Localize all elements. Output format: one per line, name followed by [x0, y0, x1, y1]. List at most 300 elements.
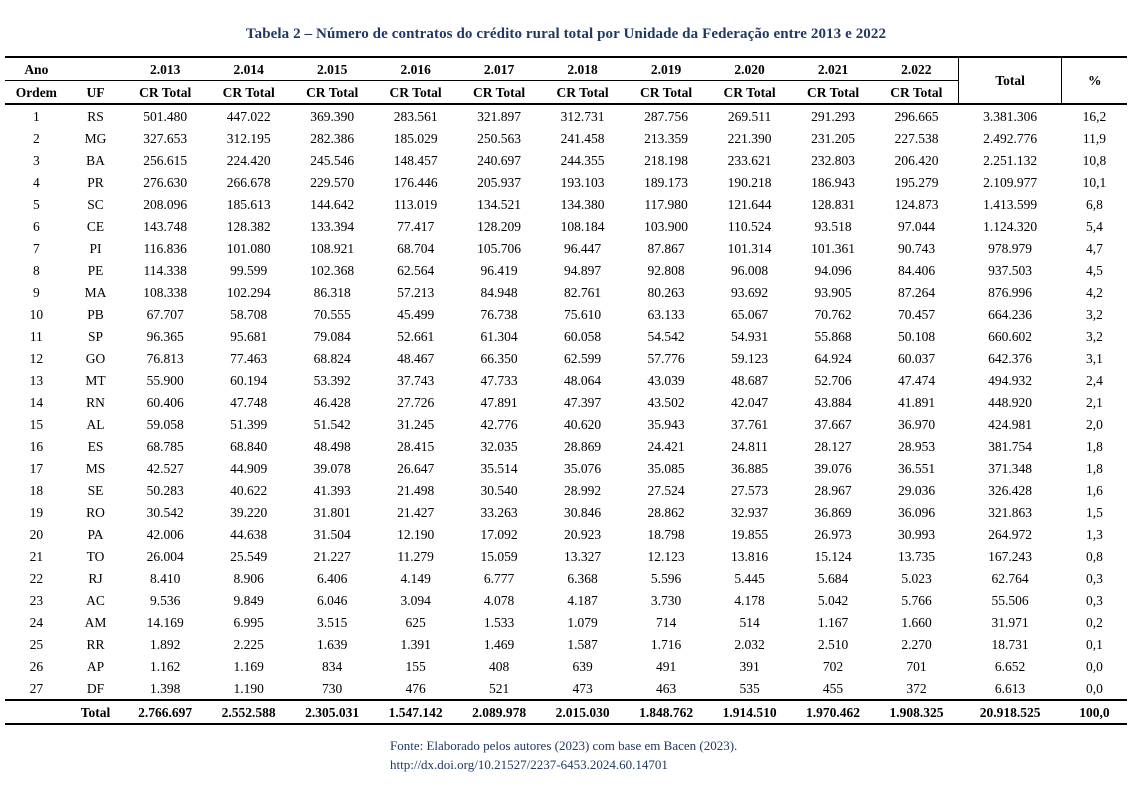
year-value-cell: 33.263 [480, 504, 518, 520]
row-pct-cell: 3,1 [1086, 350, 1103, 366]
year-value-cell: 24.811 [731, 438, 768, 454]
year-value-cell: 102.368 [310, 262, 355, 278]
year-value-cell: 19.855 [731, 526, 769, 542]
uf-cell: RJ [88, 570, 103, 586]
year-value-cell: 27.726 [397, 394, 435, 410]
table-row [5, 347, 1127, 369]
row-pct-cell: 0,0 [1086, 658, 1103, 674]
year-value-cell: 5.023 [901, 570, 932, 586]
year-value-cell: 52.706 [814, 372, 852, 388]
year-value-cell: 124.873 [894, 196, 939, 212]
header-cr-total: CR Total [875, 81, 958, 105]
uf-cell: MG [84, 130, 107, 146]
table-row [5, 237, 1127, 259]
year-value-cell: 229.570 [310, 174, 355, 190]
year-value-cell: 47.733 [480, 372, 518, 388]
ordem-cell: 2 [32, 130, 40, 146]
row-pct-cell: 0,0 [1086, 680, 1103, 696]
header-year-2019: 2.019 [624, 57, 707, 81]
year-value-cell: 58.708 [230, 306, 268, 322]
year-value-cell: 28.862 [647, 504, 685, 520]
table-row [5, 589, 1127, 611]
source-line: Fonte: Elaborado pelos autores (2023) com base em Bacen (2023). [390, 738, 738, 753]
year-value-cell: 44.909 [230, 460, 268, 476]
year-value-cell: 29.036 [897, 482, 936, 498]
year-value-cell: 84.948 [480, 284, 518, 300]
year-value-cell: 62.564 [397, 262, 435, 278]
year-value-cell: 48.467 [397, 350, 435, 366]
year-value-cell: 75.610 [564, 306, 602, 322]
year-value-cell: 121.644 [727, 196, 772, 212]
header-cr-total: CR Total [207, 81, 290, 105]
year-value-cell: 28.953 [897, 438, 936, 454]
grand-total-cell: 20.918.525 [958, 700, 1062, 724]
ordem-cell: 3 [32, 152, 40, 168]
ordem-cell: 8 [32, 262, 40, 278]
uf-cell: CE [86, 218, 105, 234]
year-value-cell: 28.967 [814, 482, 852, 498]
source-notes [390, 736, 1132, 774]
total-year-cell: 1.908.325 [875, 700, 958, 724]
year-value-cell: 4.187 [567, 592, 598, 608]
year-value-cell: 116.836 [143, 240, 187, 256]
year-value-cell: 47.748 [230, 394, 268, 410]
year-value-cell: 155 [405, 658, 426, 674]
year-value-cell: 701 [906, 658, 927, 674]
total-row-spacer [5, 700, 68, 724]
uf-cell: RN [86, 394, 105, 410]
year-value-cell: 77.417 [397, 218, 435, 234]
row-total-cell: 371.348 [988, 460, 1033, 476]
header-year-2015: 2.015 [290, 57, 373, 81]
year-value-cell: 639 [572, 658, 593, 674]
year-value-cell: 4.149 [400, 570, 431, 586]
year-value-cell: 20.923 [564, 526, 602, 542]
year-value-cell: 42.047 [731, 394, 769, 410]
year-value-cell: 224.420 [226, 152, 271, 168]
header-cr-total: CR Total [541, 81, 624, 105]
year-value-cell: 97.044 [897, 218, 936, 234]
year-value-cell: 447.022 [226, 108, 271, 124]
year-value-cell: 1.892 [149, 636, 181, 652]
year-value-cell: 134.380 [560, 196, 605, 212]
ordem-cell: 5 [32, 196, 40, 212]
header-total: Total [958, 57, 1062, 104]
table-row [5, 259, 1127, 281]
row-pct-cell: 3,2 [1086, 328, 1103, 344]
year-value-cell: 13.816 [731, 548, 769, 564]
year-value-cell: 291.293 [811, 108, 855, 124]
contracts-table [5, 56, 1127, 725]
row-total-cell: 3.381.306 [983, 108, 1038, 124]
total-year-cell: 2.015.030 [541, 700, 624, 724]
year-value-cell: 51.542 [313, 416, 351, 432]
year-value-cell: 1.533 [483, 614, 515, 630]
table-row [5, 655, 1127, 677]
year-value-cell: 68.824 [313, 350, 351, 366]
year-value-cell: 42.527 [146, 460, 184, 476]
uf-cell: RO [86, 504, 105, 520]
year-value-cell: 233.621 [727, 152, 772, 168]
table-row [5, 391, 1127, 413]
year-value-cell: 3.515 [316, 614, 348, 630]
year-value-cell: 205.937 [477, 174, 522, 190]
table-footer [5, 700, 1127, 724]
year-value-cell: 94.096 [814, 262, 852, 278]
year-value-cell: 42.006 [146, 526, 184, 542]
year-value-cell: 256.615 [143, 152, 188, 168]
year-value-cell: 70.762 [814, 306, 852, 322]
uf-cell: SC [87, 196, 104, 212]
uf-cell: AC [86, 592, 105, 608]
year-value-cell: 1.660 [901, 614, 932, 630]
table-row [5, 171, 1127, 193]
year-value-cell: 93.692 [731, 284, 769, 300]
header-cr-total: CR Total [457, 81, 540, 105]
header-uf: UF [68, 81, 124, 105]
year-value-cell: 108.184 [560, 218, 605, 234]
table-row [5, 369, 1127, 391]
year-value-cell: 5.445 [734, 570, 765, 586]
row-pct-cell: 1,8 [1086, 438, 1103, 454]
year-value-cell: 408 [488, 658, 510, 674]
year-value-cell: 535 [739, 680, 760, 696]
year-value-cell: 625 [405, 614, 426, 630]
uf-cell: PE [87, 262, 104, 278]
year-value-cell: 48.498 [313, 438, 351, 454]
uf-cell: AP [86, 658, 105, 674]
row-pct-cell: 2,1 [1086, 394, 1103, 410]
year-value-cell: 321.897 [477, 108, 522, 124]
uf-cell: MT [85, 372, 106, 388]
total-year-cell: 1.970.462 [791, 700, 874, 724]
uf-cell: DF [86, 680, 105, 696]
year-value-cell: 463 [655, 680, 677, 696]
year-value-cell: 27.524 [647, 482, 685, 498]
ordem-cell: 19 [29, 504, 44, 520]
year-value-cell: 32.937 [731, 504, 769, 520]
table-body [5, 104, 1127, 700]
year-value-cell: 63.133 [647, 306, 685, 322]
year-value-cell: 491 [655, 658, 677, 674]
year-value-cell: 41.393 [313, 482, 351, 498]
row-pct-cell: 11,9 [1082, 130, 1107, 146]
row-pct-cell: 16,2 [1082, 108, 1107, 124]
year-value-cell: 101.361 [811, 240, 855, 256]
row-total-cell: 2.109.977 [983, 174, 1038, 190]
year-value-cell: 2.225 [233, 636, 264, 652]
table-row [5, 523, 1127, 545]
year-value-cell: 128.382 [226, 218, 271, 234]
year-value-cell: 1.079 [567, 614, 598, 630]
total-year-cell: 2.089.978 [457, 700, 540, 724]
year-value-cell: 64.924 [814, 350, 852, 366]
year-value-cell: 195.279 [894, 174, 939, 190]
year-value-cell: 514 [739, 614, 760, 630]
year-value-cell: 189.173 [644, 174, 689, 190]
year-value-cell: 108.338 [143, 284, 188, 300]
year-value-cell: 84.406 [897, 262, 936, 278]
header-year-2021: 2.021 [791, 57, 874, 81]
year-value-cell: 37.667 [814, 416, 852, 432]
header-cr-total: CR Total [374, 81, 457, 105]
table-row [5, 281, 1127, 303]
uf-cell: SP [88, 328, 104, 344]
year-value-cell: 312.195 [226, 130, 271, 146]
year-value-cell: 52.661 [397, 328, 435, 344]
year-value-cell: 59.058 [146, 416, 184, 432]
year-value-cell: 50.283 [146, 482, 184, 498]
header-cr-total: CR Total [290, 81, 373, 105]
year-value-cell: 70.555 [313, 306, 351, 322]
year-value-cell: 13.327 [564, 548, 602, 564]
year-value-cell: 13.735 [897, 548, 936, 564]
row-total-cell: 1.124.320 [983, 218, 1038, 234]
year-value-cell: 476 [405, 680, 426, 696]
year-value-cell: 269.511 [727, 108, 772, 124]
table-row [5, 677, 1127, 700]
year-value-cell: 54.542 [647, 328, 685, 344]
row-total-cell: 31.971 [991, 614, 1029, 630]
ordem-cell: 24 [29, 614, 44, 630]
row-total-cell: 62.764 [991, 570, 1029, 586]
year-value-cell: 208.096 [143, 196, 188, 212]
year-value-cell: 41.891 [897, 394, 936, 410]
year-value-cell: 369.390 [310, 108, 355, 124]
year-value-cell: 36.885 [731, 460, 769, 476]
row-pct-cell: 1,5 [1086, 504, 1103, 520]
year-value-cell: 6.406 [316, 570, 348, 586]
year-value-cell: 1.169 [233, 658, 264, 674]
year-value-cell: 148.457 [393, 152, 438, 168]
row-total-cell: 381.754 [988, 438, 1033, 454]
year-value-cell: 1.162 [149, 658, 181, 674]
ordem-cell: 20 [29, 526, 44, 542]
year-value-cell: 59.123 [731, 350, 769, 366]
year-value-cell: 3.730 [650, 592, 682, 608]
year-value-cell: 114.338 [143, 262, 187, 278]
year-value-cell: 6.368 [567, 570, 598, 586]
year-value-cell: 8.906 [233, 570, 264, 586]
year-value-cell: 26.973 [814, 526, 852, 542]
table-row [5, 149, 1127, 171]
year-value-cell: 96.008 [731, 262, 769, 278]
uf-cell: GO [85, 350, 106, 366]
year-value-cell: 391 [739, 658, 760, 674]
row-total-cell: 660.602 [988, 328, 1033, 344]
year-value-cell: 99.599 [230, 262, 268, 278]
year-value-cell: 70.457 [897, 306, 936, 322]
year-value-cell: 21.227 [313, 548, 351, 564]
row-total-cell: 2.251.132 [983, 152, 1038, 168]
year-value-cell: 176.446 [393, 174, 438, 190]
row-pct-cell: 0,8 [1086, 548, 1103, 564]
year-value-cell: 51.399 [230, 416, 268, 432]
year-value-cell: 287.756 [644, 108, 689, 124]
year-value-cell: 213.359 [644, 130, 689, 146]
year-value-cell: 40.622 [230, 482, 268, 498]
header-cr-total: CR Total [624, 81, 707, 105]
year-value-cell: 39.076 [814, 460, 852, 476]
total-year-cell: 2.766.697 [123, 700, 206, 724]
year-value-cell: 30.542 [146, 504, 184, 520]
row-total-cell: 664.236 [988, 306, 1033, 322]
uf-cell: PR [87, 174, 104, 190]
year-value-cell: 1.391 [400, 636, 431, 652]
year-value-cell: 26.647 [397, 460, 435, 476]
row-pct-cell: 6,8 [1086, 196, 1103, 212]
year-value-cell: 240.697 [477, 152, 522, 168]
row-pct-cell: 0,2 [1086, 614, 1103, 630]
total-year-cell: 2.305.031 [290, 700, 373, 724]
year-value-cell: 714 [655, 614, 677, 630]
year-value-cell: 1.190 [233, 680, 264, 696]
uf-cell: AM [84, 614, 107, 630]
year-value-cell: 9.849 [233, 592, 264, 608]
year-value-cell: 186.943 [811, 174, 855, 190]
header-year-2018: 2.018 [541, 57, 624, 81]
year-value-cell: 227.538 [894, 130, 939, 146]
year-value-cell: 185.029 [393, 130, 438, 146]
year-value-cell: 12.123 [647, 548, 685, 564]
header-year-2022: 2.022 [875, 57, 958, 81]
row-total-cell: 448.920 [988, 394, 1033, 410]
total-year-cell: 1.547.142 [374, 700, 457, 724]
ordem-cell: 14 [29, 394, 44, 410]
row-total-cell: 876.996 [988, 284, 1033, 300]
year-value-cell: 244.355 [560, 152, 605, 168]
row-total-cell: 6.652 [994, 658, 1026, 674]
year-value-cell: 1.167 [817, 614, 849, 630]
ordem-cell: 6 [32, 218, 40, 234]
year-value-cell: 30.846 [564, 504, 602, 520]
year-value-cell: 53.392 [313, 372, 351, 388]
year-value-cell: 35.514 [480, 460, 518, 476]
header-year-2016: 2.016 [374, 57, 457, 81]
year-value-cell: 61.304 [480, 328, 518, 344]
ordem-cell: 16 [29, 438, 44, 454]
year-value-cell: 80.263 [647, 284, 685, 300]
row-pct-cell: 0,1 [1086, 636, 1103, 652]
year-value-cell: 66.350 [480, 350, 518, 366]
row-pct-cell: 1,3 [1086, 526, 1103, 542]
table-header [5, 57, 1127, 104]
uf-cell: BA [86, 152, 105, 168]
ordem-cell: 10 [29, 306, 44, 322]
table-row [5, 193, 1127, 215]
year-value-cell: 45.499 [397, 306, 435, 322]
row-pct-cell: 2,0 [1086, 416, 1103, 432]
year-value-cell: 26.004 [146, 548, 184, 564]
row-pct-cell: 4,7 [1086, 240, 1103, 256]
year-value-cell: 92.808 [647, 262, 685, 278]
year-value-cell: 86.318 [313, 284, 351, 300]
header-year-2020: 2.020 [708, 57, 791, 81]
uf-cell: SE [87, 482, 104, 498]
row-total-cell: 264.972 [988, 526, 1033, 542]
year-value-cell: 30.993 [897, 526, 936, 542]
year-value-cell: 27.573 [731, 482, 769, 498]
ordem-cell: 13 [29, 372, 44, 388]
year-value-cell: 1.398 [149, 680, 181, 696]
header-year-2014: 2.014 [207, 57, 290, 81]
year-value-cell: 2.270 [901, 636, 932, 652]
row-pct-cell: 3,2 [1086, 306, 1103, 322]
row-pct-cell: 0,3 [1086, 592, 1103, 608]
year-value-cell: 105.706 [477, 240, 522, 256]
year-value-cell: 473 [572, 680, 593, 696]
year-value-cell: 96.419 [480, 262, 518, 278]
year-value-cell: 31.801 [313, 504, 351, 520]
year-value-cell: 296.665 [894, 108, 939, 124]
year-value-cell: 128.209 [477, 218, 522, 234]
row-total-cell: 321.863 [988, 504, 1033, 520]
year-value-cell: 47.474 [897, 372, 936, 388]
year-value-cell: 94.897 [564, 262, 602, 278]
year-value-cell: 283.561 [393, 108, 438, 124]
year-value-cell: 87.264 [897, 284, 936, 300]
row-total-cell: 494.932 [988, 372, 1033, 388]
row-pct-cell: 1,6 [1086, 482, 1103, 498]
year-value-cell: 35.943 [647, 416, 685, 432]
table-row [5, 303, 1127, 325]
year-value-cell: 24.421 [647, 438, 685, 454]
ordem-cell: 9 [32, 284, 40, 300]
ordem-cell: 1 [32, 108, 40, 124]
row-total-cell: 55.506 [991, 592, 1029, 608]
row-total-cell: 642.376 [988, 350, 1033, 366]
year-value-cell: 103.900 [644, 218, 689, 234]
year-value-cell: 40.620 [564, 416, 602, 432]
year-value-cell: 42.776 [480, 416, 518, 432]
year-value-cell: 455 [822, 680, 844, 696]
year-value-cell: 57.776 [647, 350, 685, 366]
header-year-2017: 2.017 [457, 57, 540, 81]
table-row [5, 435, 1127, 457]
year-value-cell: 730 [322, 680, 343, 696]
table-row [5, 413, 1127, 435]
doi-link: http://dx.doi.org/10.21527/2237-6453.2024.60.14701 [390, 757, 668, 772]
header-ano: Ano [5, 57, 68, 81]
uf-cell: RS [87, 108, 104, 124]
year-value-cell: 6.046 [316, 592, 348, 608]
year-value-cell: 60.037 [897, 350, 936, 366]
year-value-cell: 501.480 [143, 108, 188, 124]
year-value-cell: 36.970 [897, 416, 936, 432]
header-pct: % [1062, 57, 1127, 104]
uf-cell: TO [86, 548, 105, 564]
year-value-cell: 5.684 [817, 570, 849, 586]
year-value-cell: 37.743 [397, 372, 435, 388]
year-value-cell: 68.704 [397, 240, 435, 256]
year-value-cell: 96.365 [146, 328, 184, 344]
year-value-cell: 108.921 [310, 240, 355, 256]
year-value-cell: 28.992 [564, 482, 602, 498]
row-pct-cell: 2,4 [1086, 372, 1103, 388]
row-total-cell: 18.731 [991, 636, 1029, 652]
year-value-cell: 6.777 [483, 570, 515, 586]
year-value-cell: 60.194 [230, 372, 268, 388]
year-value-cell: 327.653 [143, 130, 188, 146]
year-value-cell: 266.678 [226, 174, 271, 190]
year-value-cell: 190.218 [727, 174, 772, 190]
year-value-cell: 32.035 [480, 438, 518, 454]
ordem-cell: 26 [29, 658, 44, 674]
year-value-cell: 96.447 [564, 240, 602, 256]
total-row-label: Total [68, 700, 124, 724]
ordem-cell: 23 [29, 592, 44, 608]
row-total-cell: 1.413.599 [983, 196, 1038, 212]
